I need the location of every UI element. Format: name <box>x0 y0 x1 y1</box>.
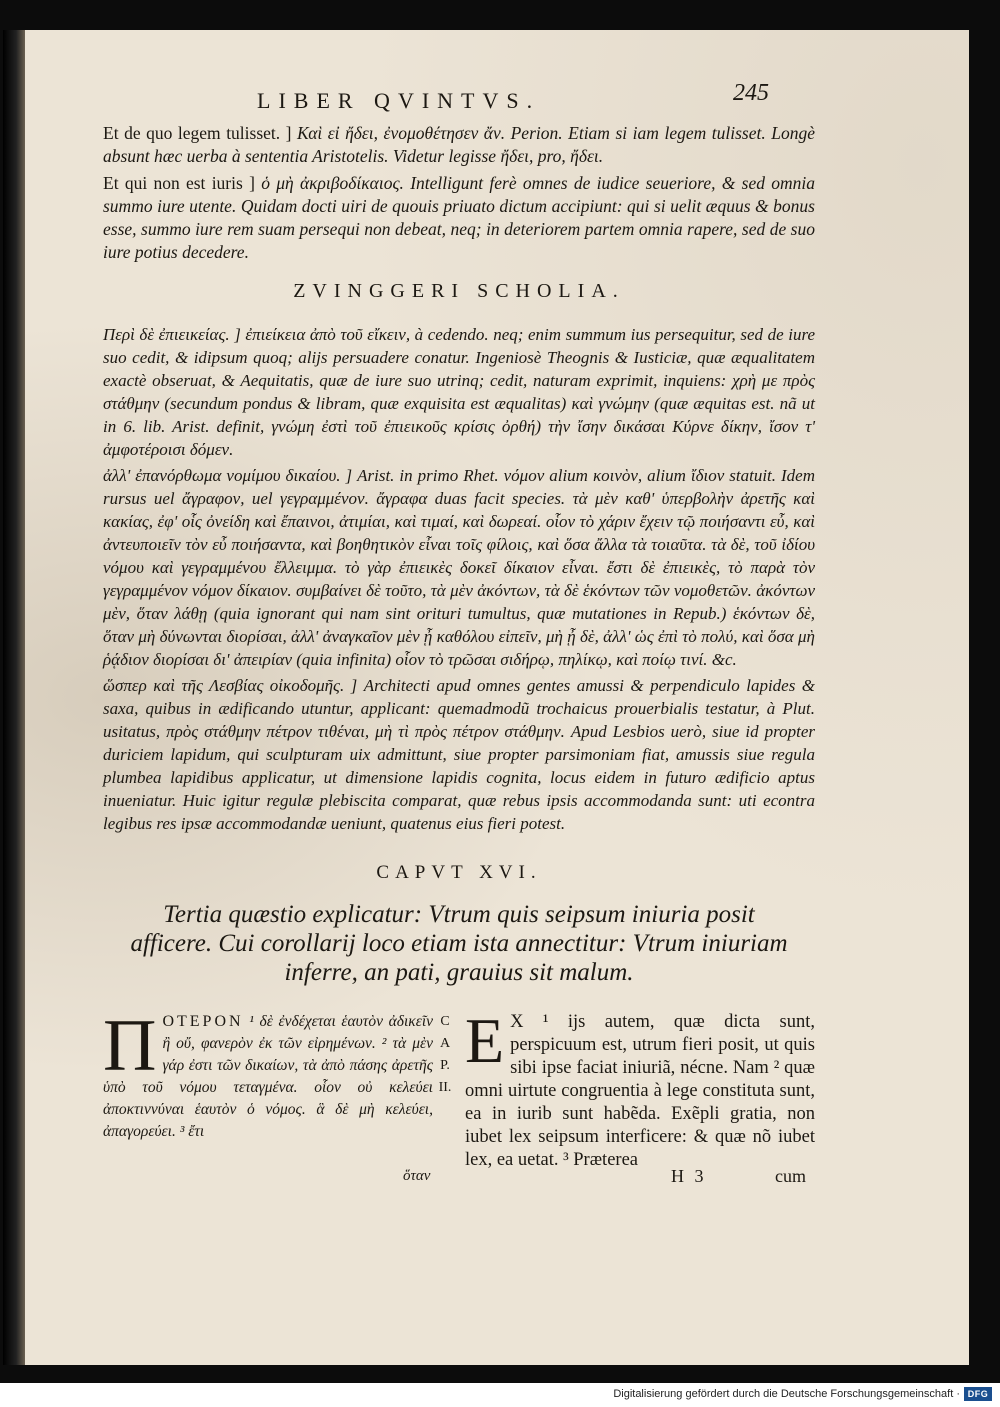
scholion-1 <box>103 323 815 461</box>
catchword: cum <box>775 1166 806 1186</box>
scholion-3 <box>103 674 815 835</box>
scholia-block <box>103 323 815 835</box>
annotation-text: Καὶ εἰ ἤδει, ἐνομοθέτησεν ἄν. Perion. Etiam si iam legem tulisset. Longè absunt hæc uerba à sententia Aristotelis. Videtur legisse ἤδει, pro, ἤδει. <box>103 123 816 166</box>
scholion-text: ἀλλ' ἐπανόρθωμα νομίμου δικαίου. ] Arist. in primo Rhet. νόμον alium κοινὸν, alium ἴδιον statuit. Idem rursus uel ἄγραφον, uel γεγραμμένον. ἄγραφα duas facit species. τὰ μὲν καθ' ὑπερβολὴν ἀρετῆς καὶ κακίας, ἐφ' οἷς ὀνείδη καὶ ἔπαινοι, ἀτιμίαι, καὶ τιμαί, καὶ δωρεαί. οἷον τὸ χάριν ἔχειν τῷ ποιήσαντι εὖ, καὶ ἀντευποιεῖν τὸν εὖ ποιήσαντα, καὶ βοηθητικὸν εἶναι τοῖς φίλοις, καὶ ὅσα ἄλλα τὰ τοιαῦτα. τὰ δὲ, τοῦ ἰδίου νόμου καὶ γεγραμμένου ἔλλειμμα. τὸ γὰρ ἐπιεικὲς δοκεῖ δίκαιον εἶναι. ἔστι δὲ ἐπιεικὲς, τὸ παρὰ τὸν γεγραμμένον νόμον δίκαιον. συμβαίνει δὲ τοῦτο, τὰ μὲν ἀκόντων, τὰ δὲ ἑκόντων τῶν νομοθετῶν. ἀκόντων μὲν, ὅταν λάθῃ (quia ignorant qui nam sint orituri tumultus, quæ mutationes in Repub.) ἑκόντων δὲ, ὅταν μὴ δύνωνται διορίσαι, ἀλλ' ἀναγκαῖον μὲν ᾖ καθόλου εἰπεῖν, μὴ ᾖ δὲ, ἀλλ' ὡς ἐπὶ τὸ πολύ, καὶ ὅσα μὴ ῥᾴδιον διορίσαι δι' ἀπειρίαν (quia infinita) οἷον τὸ τρῶσαι σιδήρῳ, πηλίκῳ, καὶ ποίῳ τινί. &c. <box>103 466 815 669</box>
text-block <box>103 122 815 1191</box>
side-ref-line: C <box>440 1014 450 1029</box>
book-page <box>22 30 969 1365</box>
chapter-heading: CAPVT XVI. <box>376 862 542 883</box>
scholion-text: ὥσπερ καὶ τῆς Λεσβίας οἰκοδομῆς. ] Architecti apud omnes gentes amussi & perpendiculo lapides & saxa, quibus in ædificando utuntur, applicant: quemadmodũ trochaicus prouerbialis testatur, à Plut. usitatus, πρὸς στάθμην πέτρον τιθέναι, μὴ τὶ πρὸς πέτρον στάθμην. Apud Lesbios uerò, siue id propter duriciem lapidum, qui sculpturam uix admittunt, siue propter parsimoniam fiat, amussis siue regula plumbea lapidibus applicatur, ut dimensione lapidis cognita, locus eidem in futuro ædificio aptus inueniatur. Huic igitur regulæ plebiscita comparat, quæ rebus ipsis accommodanda sunt: uti econtra legibus res ipsæ accommodandæ ueniunt, quatenus eius fieri potest. <box>103 676 815 833</box>
funding-note: Digitalisierung gefördert durch die Deutsche Forschungsgemeinschaft · <box>613 1388 960 1400</box>
page-number: 245 <box>733 80 769 106</box>
latin-column <box>465 1005 815 1172</box>
greek-column <box>103 1005 434 1143</box>
annotation-text: ὁ μὴ ἀκριβοδίκαιος. Intelligunt ferè omnes de iudice seueriore, & sed omnia summo iure utente. Quidam docti uiri de quouis priuato dictum accipiunt: qui si uelit æquus & bonus esse, summo iure rem suam persequi non debeat, neq; in deteriorem partem omnia rapere, sed de suo iure potius decedere. <box>103 173 815 262</box>
running-head: LIBER QVINTVS. <box>257 88 541 113</box>
scholia-heading: ZVINGGERI SCHOLIA. <box>293 280 625 302</box>
signature-mark: H 3 <box>671 1166 707 1186</box>
annotation-2 <box>103 172 815 264</box>
greek-text: ¹ δὲ ἐνδέχεται ἑαυτὸν ἀδικεῖν ἢ οὔ, φανερὸν ἐκ τῶν εἰρημένων. ² τὰ μὲν γάρ ἐστι τῶν δικαίων, τὰ ἀπὸ πάσης ἀρετῆς ὑπὸ τοῦ νόμου τεταγμένα. οἷον οὐ κελεύει ἀποκτιννύναι ἑαυτὸν ὁ νόμος. ἃ δὲ μὴ κελεύει, ἀπαγορεύει. ³ ἔτι <box>103 1013 434 1140</box>
latin-initial: E <box>465 1005 505 1076</box>
side-ref-line: II. <box>438 1080 452 1095</box>
greek-catchword: ὅταν <box>403 1168 431 1184</box>
greek-lead-word: ΟΤΕΡΟΝ <box>162 1013 244 1030</box>
greek-initial: Π <box>103 1005 157 1087</box>
annotation-lemma: Et de quo legem tulisset. ] <box>103 123 292 143</box>
annotation-lemma: Et qui non est iuris ] <box>103 173 255 193</box>
chapter-side-reference <box>433 1011 457 1099</box>
latin-text: X ¹ ijs autem, quæ dicta sunt, perspicuum est, utrum fieri posit, ut quis sibi ipse faciat iniuriã, nécne. Nam ² quæ omni uirtute congruentia à lege constituta sunt, ea in iurib sunt habẽda. Exẽpli gratia, non iubet lex seipsum interficere: & quæ nõ iubet lex, ea uetat. ³ Præterea <box>465 1012 815 1170</box>
side-ref-line: P. <box>440 1058 450 1073</box>
dfg-logo-icon: DFG <box>964 1387 992 1401</box>
side-ref-line: A <box>439 1036 451 1051</box>
two-column-text <box>103 1005 815 1191</box>
footer-bar <box>0 1383 1000 1407</box>
scholion-2 <box>103 464 815 671</box>
binding-gutter <box>3 30 25 1365</box>
annotation-1 <box>103 122 815 168</box>
scholion-text: Περὶ δὲ ἐπιεικείας. ] ἐπιείκεια ἀπὸ τοῦ εἴκειν, à cedendo. neq; enim summum ius persequitur, sed de iure suo cedit, & idipsum quoq; alijs persuadere conatur. Ingeniosè Theognis & Iusticiæ, quæ æqualitatem exactè obseruat, & Aequitatis, quæ de iure suo utrinq; cedit, naturam exprimit, inquiens: χρὴ με πρὸς στάθμην (secundum pondus & libram, quæ exquisita est æqualitas) καὶ γνώμην (quæ æquitas est. nã ut in 6. lib. Arist. definit, γνώμη ἐστὶ τοῦ ἐπιεικοῦς κρίσις ὀρθή) τὴν ἴσην δικάσαι Κύρνε δίκην, ἴσον τ' ἀμφοτέροισι δόμεν. <box>103 325 815 459</box>
chapter-argument: Tertia quæstio explicatur: Vtrum quis seipsum iniuria posit afficere. Cui corollarij loco etiam ista annectitur: Vtrum iniuriam inferre, an pati, grauius sit malum. <box>130 901 788 986</box>
